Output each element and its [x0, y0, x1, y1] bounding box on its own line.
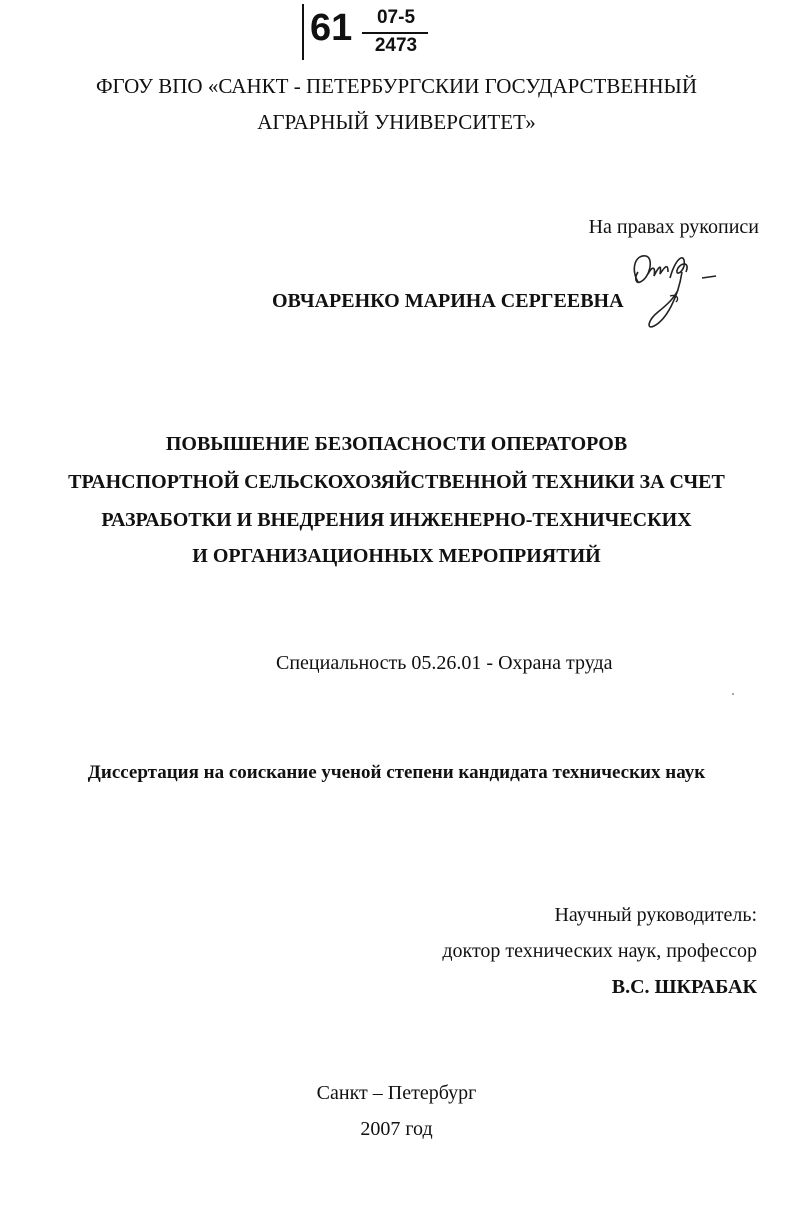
- year: 2007 год: [360, 1118, 433, 1140]
- specialty: Специальность 05.26.01 - Охрана труда: [276, 652, 613, 674]
- supervisor-name: В.С. ШКРАБАК: [611, 976, 757, 998]
- library-stamp: [298, 4, 438, 64]
- title-line-4: И ОРГАНИЗАЦИОННЫХ МЕРОПРИЯТИЙ: [192, 545, 601, 567]
- title-line-1: ПОВЫШЕНИЕ БЕЗОПАСНОСТИ ОПЕРАТОРОВ: [165, 433, 628, 455]
- stamp-fraction-line: [362, 32, 428, 34]
- dissertation-type: Диссертация на соискание ученой степени кандидата технических наук: [87, 762, 706, 783]
- stamp-bar: [302, 4, 304, 60]
- supervisor-degree: доктор технических наук, профессор: [442, 940, 757, 962]
- stamp-main-number: 61: [310, 7, 353, 49]
- manuscript-note: На правах рукописи: [588, 216, 759, 238]
- scan-speck: [732, 693, 734, 695]
- title-line-2: ТРАНСПОРТНОЙ СЕЛЬСКОХОЗЯЙСТВЕННОЙ ТЕХНИКИ ЗА СЧЕТ: [68, 471, 725, 493]
- stamp-denominator: 2473: [374, 35, 418, 56]
- stamp-numerator: 07-5: [376, 7, 416, 28]
- city: Санкт – Петербург: [316, 1082, 477, 1104]
- organization-line-2: АГРАРНЫЙ УНИВЕРСИТЕТ»: [257, 110, 536, 134]
- author-name: ОВЧАРЕНКО МАРИНА СЕРГЕЕВНА: [272, 290, 624, 312]
- title-line-3: РАЗРАБОТКИ И ВНЕДРЕНИЯ ИНЖЕНЕРНО-ТЕХНИЧЕСКИХ: [101, 509, 692, 531]
- supervisor-role: Научный руководитель:: [554, 904, 757, 926]
- organization-line-1: ФГОУ ВПО «САНКТ - ПЕТЕРБУРГСКИИ ГОСУДАРСТВЕННЫЙ: [95, 74, 698, 98]
- author-signature: [624, 238, 724, 338]
